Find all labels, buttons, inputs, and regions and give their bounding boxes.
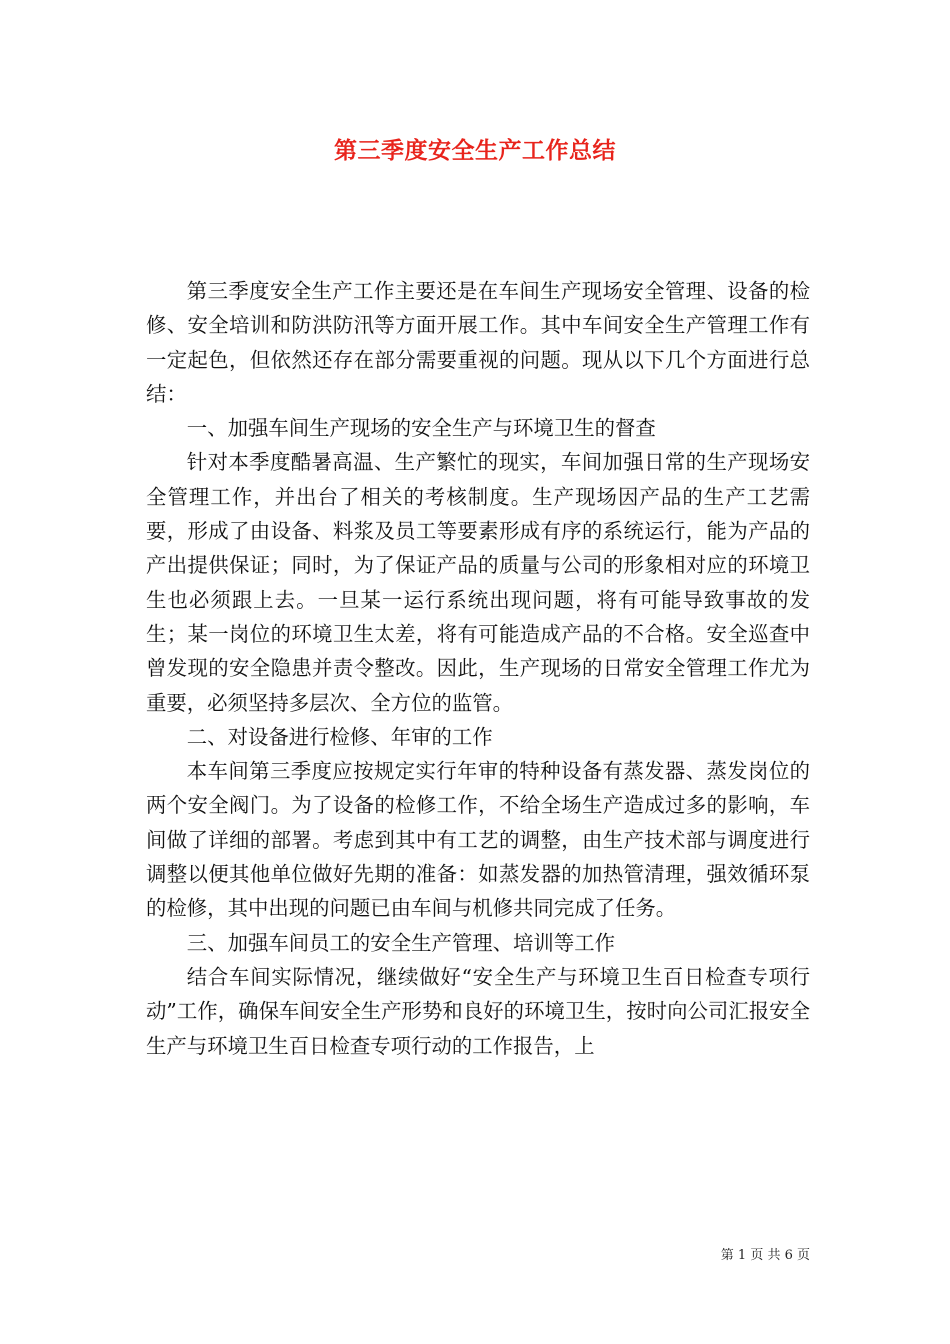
section-heading-2: 二、对设备进行检修、年审的工作	[186, 724, 493, 749]
document-body	[146, 274, 810, 1063]
section-heading-1: 一、加强车间生产现场的安全生产与环境卫生的督查	[186, 416, 656, 441]
section-1-paragraph: 针对本季度酷暑高温、生产繁忙的现实，车间加强日常的生产现场安全管理工作，并出台了相关的考核制度。生产现场因产品的生产工艺需要，形成了由设备、料浆及员工等要素形成有序的系统运行，能为产品的产出提供保证；同时，为了保证产品的质量与公司的形象相对应的环境卫生也必须跟上去。一旦某一运行系统出现问题，将有可能导致事故的发生；某一岗位的环境卫生太差，将有可能造成产品的不合格。安全巡查中曾发现的安全隐患并责令整改。因此，生产现场的日常安全管理工作尤为重要，必须坚持多层次、全方位的监管。	[146, 450, 810, 715]
document-title: 第三季度安全生产工作总结	[334, 137, 616, 164]
section-heading-3: 三、加强车间员工的安全生产管理、培训等工作	[186, 930, 615, 955]
page-number: 第 1 页 共 6 页	[720, 1248, 810, 1263]
section-2-paragraph: 本车间第三季度应按规定实行年审的特种设备有蒸发器、蒸发岗位的两个安全阀门。为了设备的检修工作，不给全场生产造成过多的影响，车间做了详细的部署。考虑到其中有工艺的调整，由生产技术部与调度进行调整以便其他单位做好先期的准备：如蒸发器的加热管清理，强效循环泵的检修，其中出现的问题已由车间与机修共同完成了任务。	[146, 759, 810, 921]
section-3-paragraph: 结合车间实际情况，继续做好“安全生产与环境卫生百日检查专项行动”工作，确保车间安全生产形势和良好的环境卫生，按时向公司汇报安全生产与环境卫生百日检查专项行动的工作报告，上	[146, 964, 810, 1058]
intro-paragraph: 第三季度安全生产工作主要还是在车间生产现场安全管理、设备的检修、安全培训和防洪防汛等方面开展工作。其中车间安全生产管理工作有一定起色，但依然还存在部分需要重视的问题。现从以下几个方面进行总结：	[146, 279, 810, 406]
